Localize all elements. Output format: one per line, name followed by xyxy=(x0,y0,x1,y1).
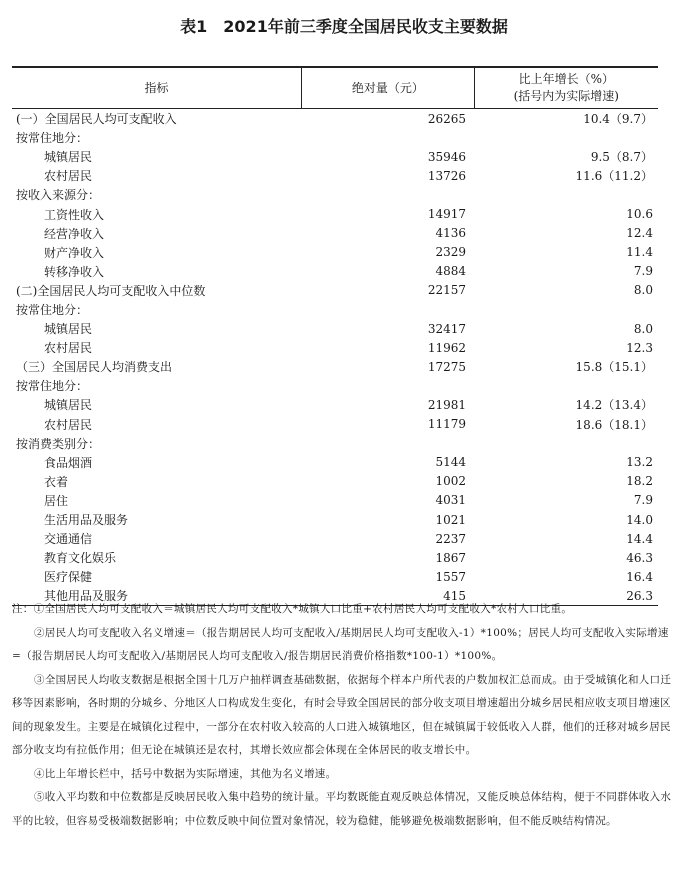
row-growth: 15.8（15.1） xyxy=(575,360,653,375)
note-3: ③全国居民人均收支数据是根据全国十几万户抽样调查基础数据，依据每个样本户所代表的户数加权汇总而成。由于受城镇化和人口迁移等因素影响，各时期的分城乡、分地区人口构成发生变化，有时会导致全国居民的部分收支项目增速超出分城乡居民相应收支项目增速区间的现象发生。主要是在城镇化过程中，一部分在农村收入较高的人口进入城镇地区，但在城镇属于较低收入人群，他们的迁移对城乡居民部分收支均有拉低作用；但无论在城镇还是农村，其增长效应都会体现在全体居民的收支增长中。 xyxy=(12,673,672,756)
table-row xyxy=(12,510,658,529)
table-row xyxy=(12,147,658,166)
row-value: 1021 xyxy=(435,512,466,527)
row-growth: 18.6（18.1） xyxy=(575,417,653,432)
table-row xyxy=(12,204,658,223)
table-row xyxy=(12,491,658,510)
table-row xyxy=(12,243,658,262)
row-label: 生活用品及服务 xyxy=(44,513,129,528)
table-row xyxy=(12,109,658,128)
table-row xyxy=(12,376,658,395)
table-row xyxy=(12,185,658,204)
row-value: 415 xyxy=(443,588,466,603)
row-growth: 14.4 xyxy=(626,531,653,546)
table-row xyxy=(12,529,658,548)
row-label: 按常住地分： xyxy=(16,379,89,394)
table-row xyxy=(12,224,658,243)
row-value: 32417 xyxy=(427,321,466,336)
header-growth xyxy=(474,68,658,108)
note-1: 注：①全国居民人均可支配收入＝城镇居民人均可支配收入*城镇人口比重+农村居民人均可支配收入*农村人口比重。 xyxy=(12,603,573,615)
row-growth: 11.4 xyxy=(626,245,653,260)
row-value: 2237 xyxy=(435,531,466,546)
table-title: 表1 2021年前三季度全国居民收支主要数据 xyxy=(180,17,508,36)
table-row xyxy=(12,395,658,414)
row-value: 14917 xyxy=(427,207,466,222)
header-growth-line1: 比上年增长（%） xyxy=(518,72,614,86)
row-growth: 10.4（9.7） xyxy=(583,112,653,127)
row-value: 11179 xyxy=(427,417,466,432)
row-value: 4884 xyxy=(435,264,466,279)
note-2: ②居民人均可支配收入名义增速＝（报告期居民人均可支配收入/基期居民人均可支配收入-1）*100%；居民人均可支配收入实际增速=（报告期居民人均可支配收入/基期居民人均可支配收入/报告期居民消费价格指数*100-1）*100%。 xyxy=(12,626,669,662)
table-row xyxy=(12,472,658,491)
row-label: 按收入来源分： xyxy=(16,188,101,203)
row-growth: 11.6（11.2） xyxy=(575,169,653,184)
data-table xyxy=(12,66,658,606)
row-growth: 7.9 xyxy=(633,264,653,279)
row-label: 城镇居民 xyxy=(44,150,93,165)
row-label: 转移净收入 xyxy=(44,264,105,279)
row-value: 11962 xyxy=(427,340,466,355)
row-value: 17275 xyxy=(427,359,466,374)
row-growth: 14.0 xyxy=(626,512,653,527)
row-growth: 7.9 xyxy=(633,493,653,508)
row-label: 工资性收入 xyxy=(44,207,105,222)
row-label: 其他用品及服务 xyxy=(44,589,129,604)
row-label: 按常住地分： xyxy=(16,131,89,146)
row-growth: 13.2 xyxy=(626,455,653,470)
header-absolute-value: 绝对量（元） xyxy=(301,68,473,108)
row-value: 22157 xyxy=(427,283,466,298)
row-growth: 9.5（8.7） xyxy=(590,150,653,165)
row-value: 1867 xyxy=(435,550,466,565)
row-label: 衣着 xyxy=(44,474,69,489)
table-row xyxy=(12,281,658,300)
row-value: 26265 xyxy=(427,111,466,126)
row-growth: 16.4 xyxy=(626,569,653,584)
row-label: 经营净收入 xyxy=(44,226,105,241)
row-label: 交通通信 xyxy=(44,532,93,547)
row-label: 按常住地分： xyxy=(16,302,89,317)
table-row xyxy=(12,453,658,472)
table-row xyxy=(12,548,658,567)
table-row xyxy=(12,434,658,453)
row-label: (二)全国居民人均可支配收入中位数 xyxy=(16,283,206,298)
row-label: 农村居民 xyxy=(44,169,93,184)
row-growth: 8.0 xyxy=(633,283,653,298)
row-label: 按消费类别分： xyxy=(16,436,101,451)
row-value: 35946 xyxy=(427,149,466,164)
row-value: 1557 xyxy=(435,569,466,584)
row-label: （三）全国居民人均消费支出 xyxy=(16,360,173,375)
row-label: 城镇居民 xyxy=(44,398,93,413)
table-row xyxy=(12,319,658,338)
row-value: 2329 xyxy=(435,245,466,260)
table-row xyxy=(12,300,658,319)
row-value: 4031 xyxy=(435,493,466,508)
row-label: 居住 xyxy=(44,493,69,508)
row-value: 5144 xyxy=(435,455,466,470)
row-growth: 12.4 xyxy=(626,226,653,241)
row-label: 农村居民 xyxy=(44,417,93,432)
notes xyxy=(12,598,672,833)
row-value: 4136 xyxy=(435,226,466,241)
row-growth: 8.0 xyxy=(633,321,653,336)
note-4: ④比上年增长栏中，括号中数据为实际增速，其他为名义增速。 xyxy=(34,767,337,780)
table-row xyxy=(12,262,658,281)
row-growth: 12.3 xyxy=(626,340,653,355)
row-growth: 10.6 xyxy=(626,207,653,222)
row-value: 1002 xyxy=(435,474,466,489)
table-row xyxy=(12,338,658,357)
row-label: 食品烟酒 xyxy=(44,455,93,470)
table-row xyxy=(12,357,658,376)
row-growth: 46.3 xyxy=(626,550,653,565)
table-row xyxy=(12,128,658,147)
header-growth-line2: (括号内为实际增速) xyxy=(513,89,619,103)
table-header xyxy=(12,68,658,109)
row-label: 城镇居民 xyxy=(44,322,93,337)
row-label: (一）全国居民人均可支配收入 xyxy=(16,112,177,127)
row-growth: 14.2（13.4） xyxy=(575,398,653,413)
row-value: 13726 xyxy=(427,168,466,183)
row-growth: 18.2 xyxy=(626,474,653,489)
note-5: ⑤收入平均数和中位数都是反映居民收入集中趋势的统计量。平均数既能直观反映总体情况，又能反映总体结构，便于不同群体收入水平的比较，但容易受极端数据影响；中位数反映中间位置对象情况，较为稳健，能够避免极端数据影响，但不能反映结构情况。 xyxy=(12,791,672,827)
row-value: 21981 xyxy=(427,397,466,412)
row-growth: 26.3 xyxy=(626,588,653,603)
table-body xyxy=(12,109,658,606)
row-label: 农村居民 xyxy=(44,341,93,356)
header-indicator: 指标 xyxy=(144,80,169,95)
row-label: 财产净收入 xyxy=(44,245,105,260)
table-row xyxy=(12,166,658,185)
table-row xyxy=(12,567,658,586)
row-label: 医疗保健 xyxy=(44,570,93,585)
table-row xyxy=(12,415,658,434)
row-label: 教育文化娱乐 xyxy=(44,551,117,566)
